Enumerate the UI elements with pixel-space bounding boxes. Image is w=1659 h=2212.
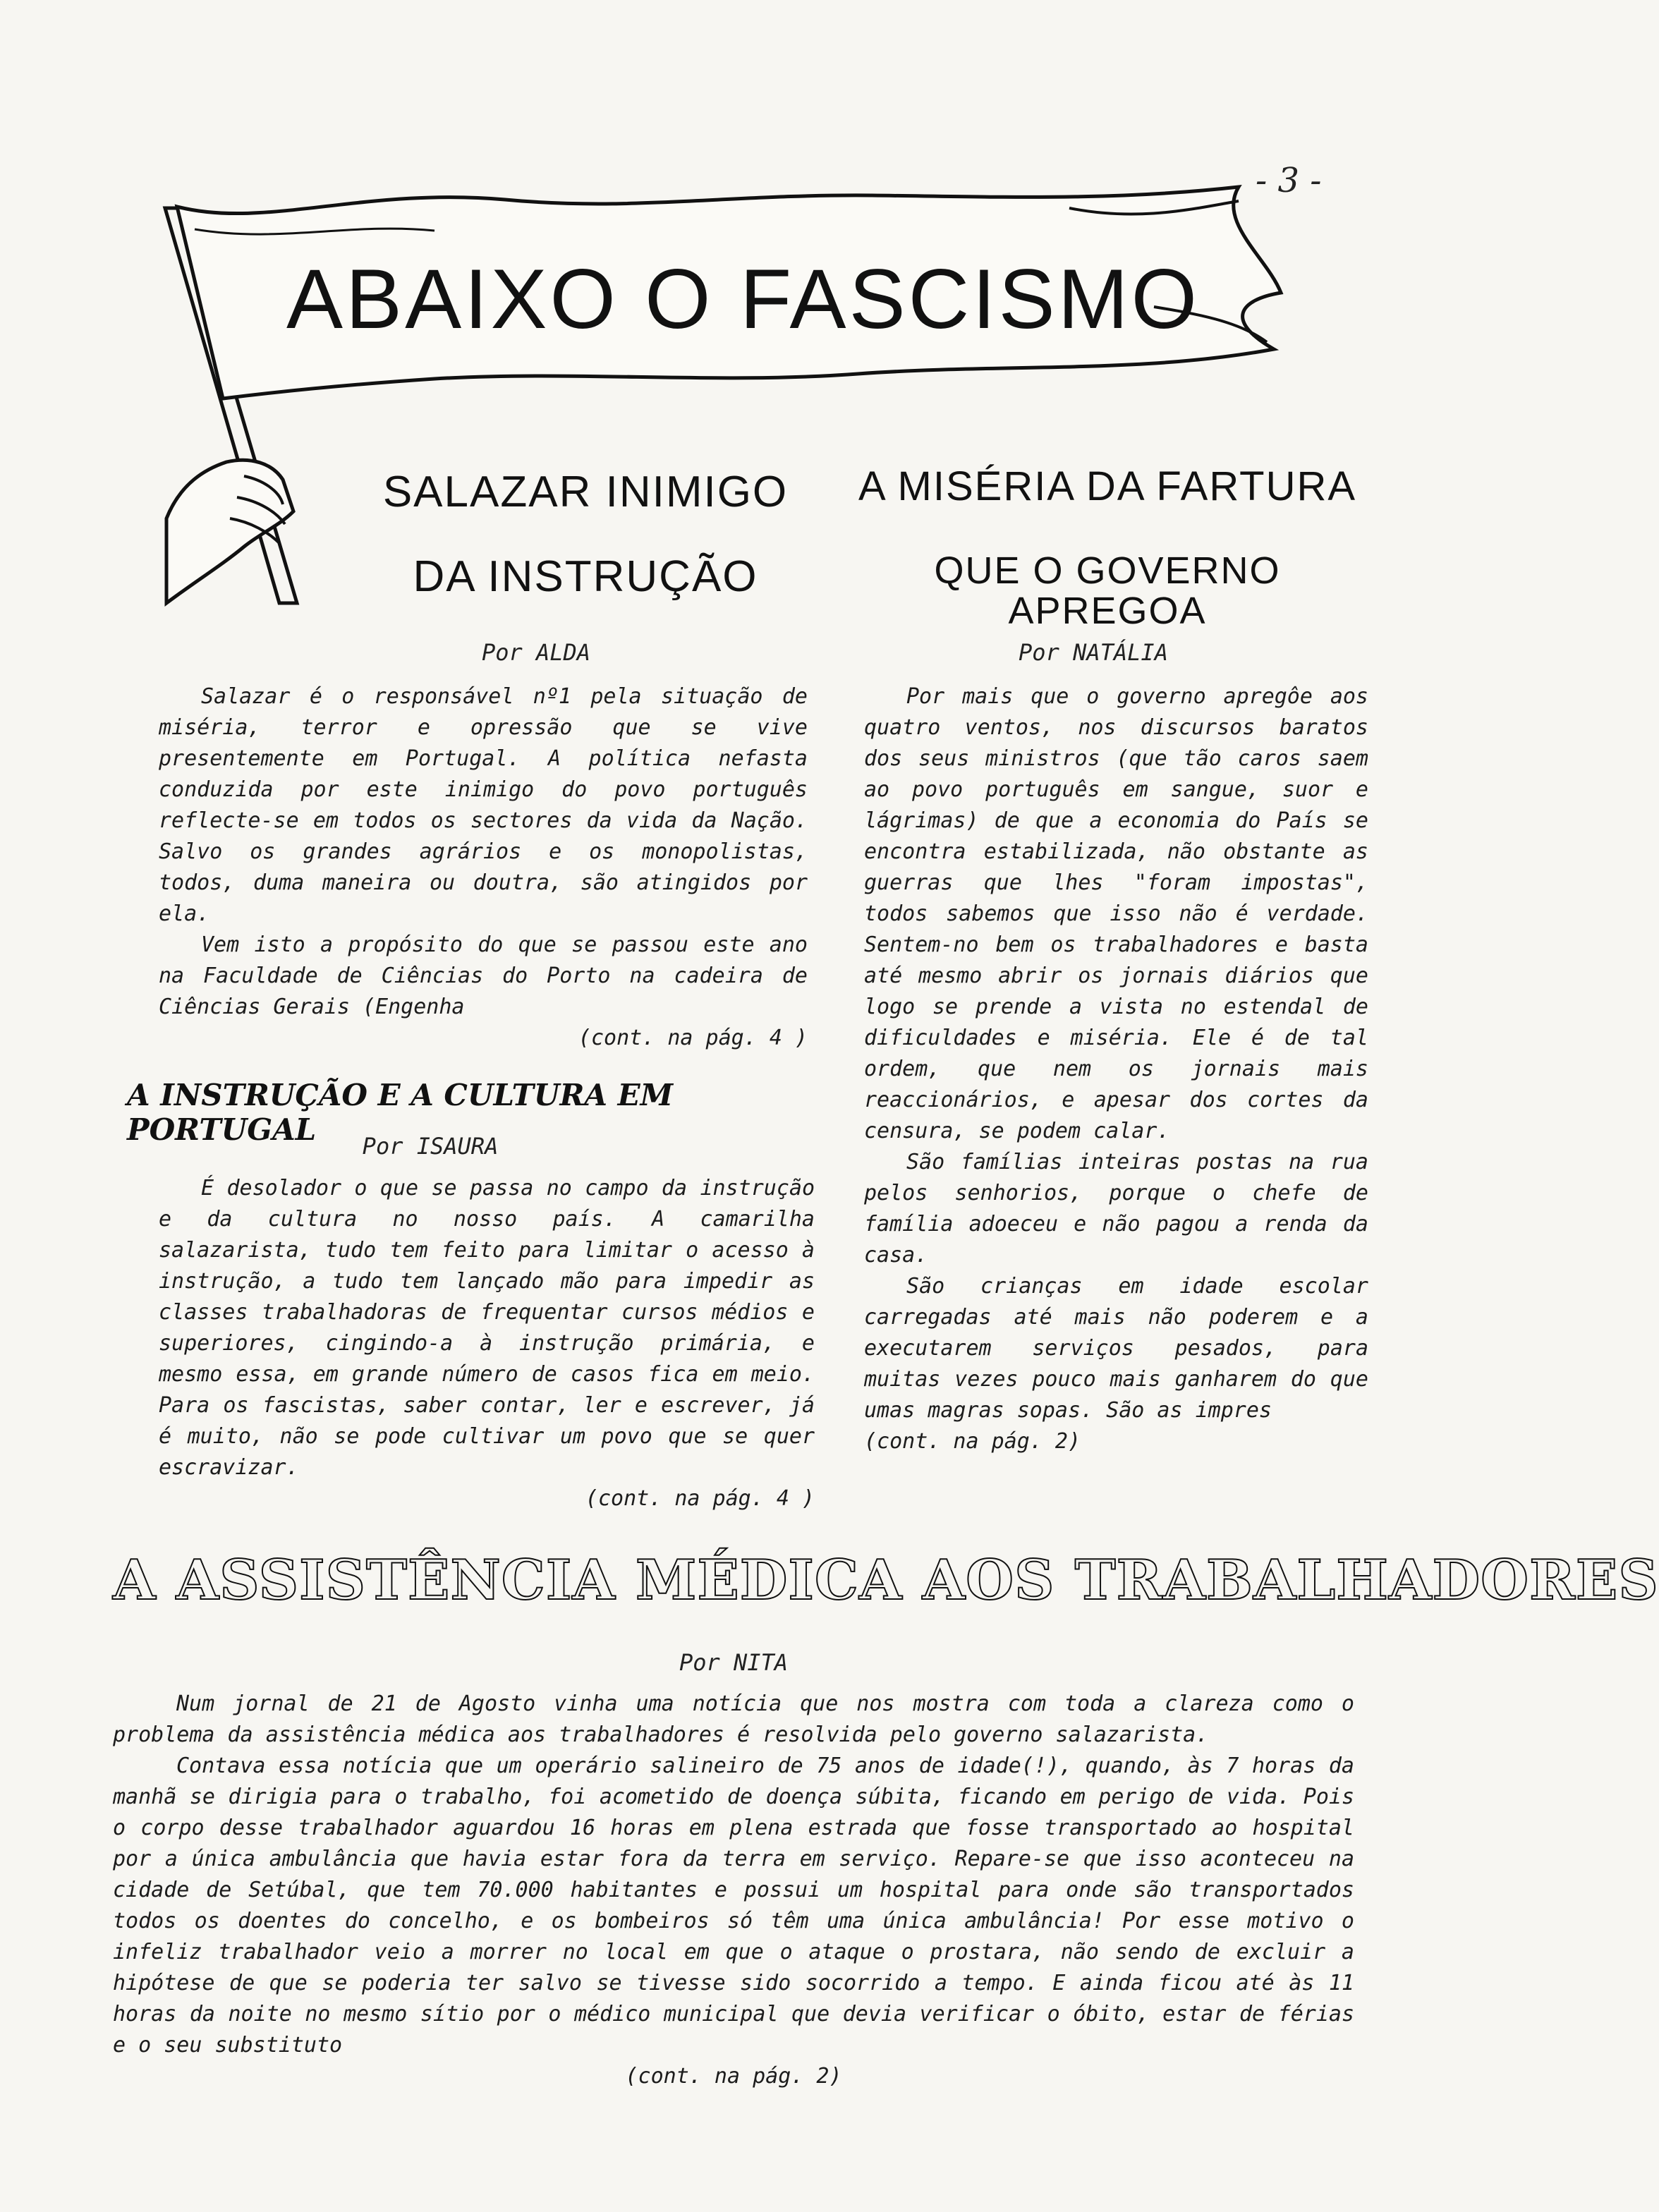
article-bottom-byline: Por NITA [679, 1649, 789, 1676]
article-left-top-byline: Por ALDA [481, 639, 591, 666]
article-right-body [864, 681, 1368, 1457]
article-left-bottom-headline: A INSTRUÇÃO E A CULTURA EM PORTUGAL [127, 1078, 674, 1147]
article-left-bottom-body [159, 1173, 815, 1514]
article-left-top-headline [353, 469, 818, 600]
paragraph: Num jornal de 21 de Agosto vinha uma notícia que nos mostra com toda a clareza como o problema da assistência médica aos trabalhadores é resolvida pelo governo salazarista. [113, 1691, 1354, 1747]
banner-title: ABAIXO O FASCISMO [286, 252, 1200, 346]
page-number: - 3 - [1256, 161, 1322, 200]
article-bottom-headline: A ASSISTÊNCIA MÉDICA AOS TRABALHADORES [113, 1548, 1659, 1612]
article-right-byline: Por NATÁLIA [1019, 639, 1168, 666]
article-right-headline [853, 463, 1361, 632]
paragraph: Salazar é o responsável nº1 pela situação de miséria, terror e opressão que se vive presentemente em Portugal. A política nefasta conduzida por este inimigo do povo português reflecte-se em todos os sectores da vida da Nação. Salvo os grandes agrários e os monopolistas, todos, duma maneira ou doutra, são atingidos por ela. [159, 684, 808, 926]
continued-note: (cont. na pág. 2) [864, 1429, 1081, 1454]
headline-line-2: DA INSTRUÇÃO [413, 552, 758, 602]
continued-note: (cont. na pág. 2) [625, 2064, 842, 2089]
paragraph: Por mais que o governo apregôe aos quatro ventos, nos discursos baratos dos seus ministros (que tão caros saem ao povo português em sangue, suor e lágrimas) de que a economia do País se encontra estabilizada, não obstante as guerras que lhes "foram impostas", todos sabemos que isso não é verdade. Sentem-no bem os trabalhadores e basta até mesmo abrir os jornais diários que logo se prende a vista no estendal de dificuldades e miséria. Ele é de tal ordem, que nem os jornais mais reaccionários, e apesar dos cortes da censura, se podem calar. [864, 684, 1368, 1143]
paragraph: Contava essa notícia que um operário salineiro de 75 anos de idade(!), quando, às 7 horas da manhã se dirigia para o trabalho, foi acometido de doença súbita, ficando em perigo de vida. Pois o corpo desse trabalhador aguardou 16 horas em plena estrada que fosse transportado ao hospital por a única ambulância que havia estar fora da terra em serviço. Repare-se que isso aconteceu na cidade de Setúbal, que tem 70.000 habitantes e possui um hospital para onde são transportados todos os doentes do concelho, e os bombeiros só têm uma única ambulância! Por esse motivo o infeliz trabalhador veio a morrer no local em que o ataque o prostara, não sendo de excluir a hipótese de que se poderia ter salvo se tivesse sido socorrido a tempo. E ainda ficou até às 11 horas da noite no mesmo sítio por o médico municipal que devia verificar o óbito, estar de férias e o seu substituto [113, 1754, 1354, 2058]
headline-line-2: QUE O GOVERNO APREGOA [934, 549, 1281, 632]
headline-line-1: A MISÉRIA DA FARTURA [858, 463, 1357, 509]
continued-note: (cont. na pág. 4 ) [578, 1026, 808, 1050]
paragraph: São crianças em idade escolar carregadas até mais não poderem e a executarem serviços pesados, para muitas vezes pouco mais ganharem do que umas magras sopas. São as impres [864, 1274, 1368, 1423]
paragraph: É desolador o que se passa no campo da instrução e da cultura no nosso país. A camarilha salazarista, tudo tem feito para limitar o acesso à instrução, a tudo tem lançado mão para impedir as classes trabalhadoras de frequentar cursos médios e superiores, cingindo-a à instrução primária, e mesmo essa, em grande número de casos fica em meio. Para os fascistas, saber contar, ler e escrever, já é muito, não se pode cultivar um povo que se quer escravizar. [159, 1176, 815, 1480]
headline-line-1: SALAZAR INIMIGO [382, 468, 789, 516]
continued-note: (cont. na pág. 4 ) [585, 1486, 815, 1511]
article-bottom-body [113, 1689, 1354, 2092]
article-left-top-body [159, 681, 808, 1054]
paragraph: Vem isto a propósito do que se passou este ano na Faculdade de Ciências do Porto na cadeira de Ciências Gerais (Engenha [159, 932, 808, 1019]
paragraph: São famílias inteiras postas na rua pelos senhorios, porque o chefe de família adoeceu e não pagou a renda da casa. [864, 1150, 1368, 1268]
article-left-bottom-byline: Por ISAURA [362, 1133, 499, 1160]
